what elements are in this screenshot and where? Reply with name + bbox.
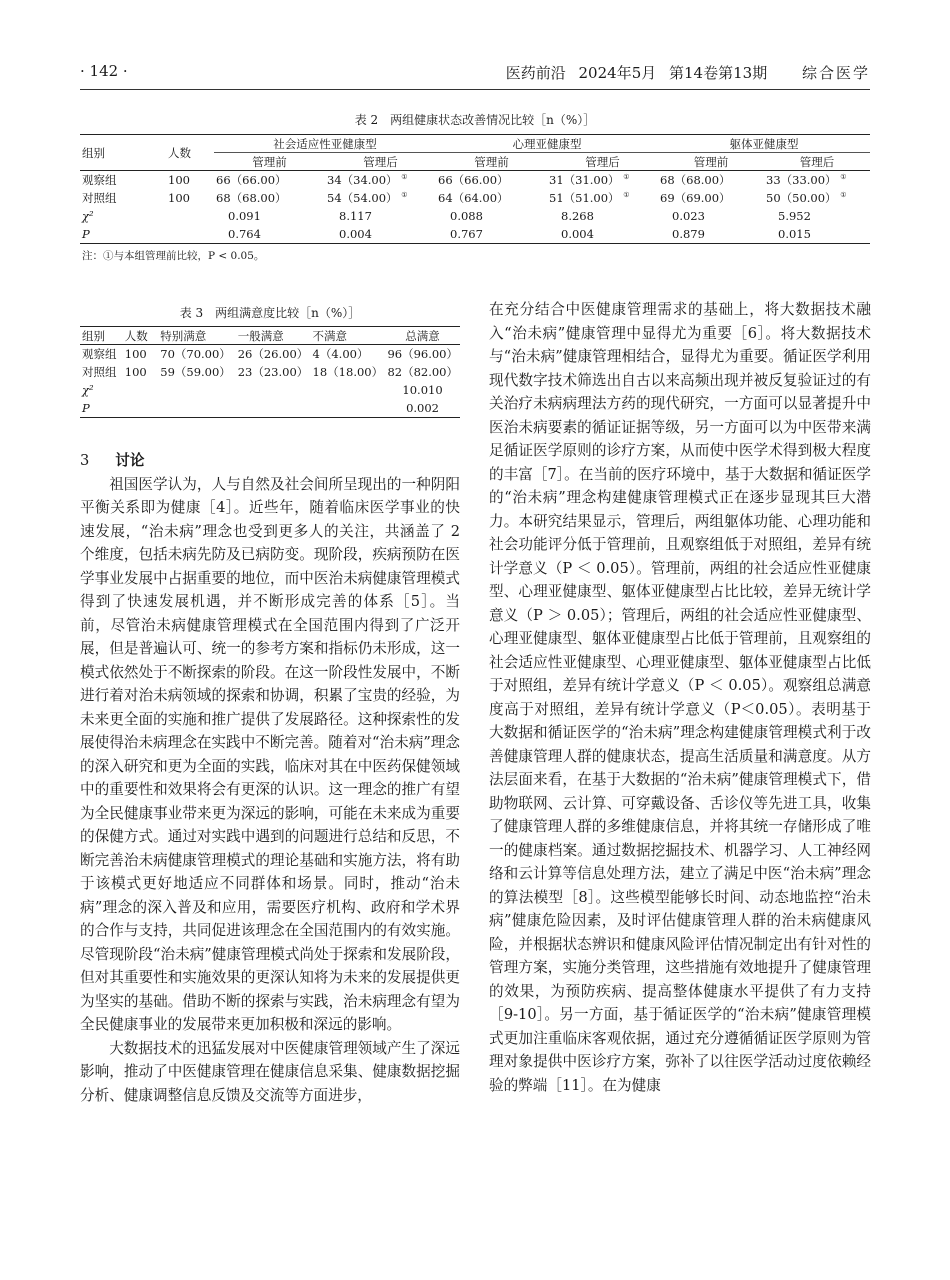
- table-cell: P: [82, 227, 90, 241]
- table-cell: 观察组: [82, 347, 117, 361]
- table-cell: [158, 399, 235, 418]
- paragraph: 祖国医学认为，人与自然及社会间所呈现出的一种阴阳平衡关系即为健康［4］。近些年，随着临床医学事业的快速发展，“治未病”理念也受到更多人的关注，共涵盖了 2 个维度，包括未病先防及已病防变。现阶段，疾病预防在医学事业发展中占据重要的地位，而中医治未病健康管理模式得到了快速发展机遇，并不断形成完善的体系［5］。当前，尽管治未病健康管理模式在全国范围内得到了广泛开展，但是普遍认可、统一的参考方案和指标仍未形成，这一模式依然处于不断探索的阶段。在这一阶段性发展中，不断进行着对治未病领域的探索和协调，积累了宝贵的经验，为未来更全面的实施和推广提供了发展路径。这种探索性的发展使得治未病理念在实践中不断完善。随着对“治未病”理念的深入研究和更为全面的实践，临床对其在中医药保健领域中的重要性和效果将会有更深的认识。这一理念的推广有望为全民健康事业带来更为深远的影响，可能在未来成为重要的保健方式。通过对实践中遇到的问题进行总结和反思，不断完善治未病健康管理模式的理论基础和实施方法，将有助于该模式更好地适应不同群体和场景。同时，推动“治未病”理念的深入普及和应用，需要医疗机构、政府和学术界的合作与支持，共同促进该理念在全国范围内的有效实施。尽管现阶段“治未病”健康管理模式尚处于探索和发展阶段，但对其重要性和实施效果的更深认知将为未来的发展提供更为坚实的基础。借助不断的探索与实践，治未病理念有望为全民健康事业的发展带来更加积极和深远的影响。: [80, 475, 460, 1033]
- table-3-grid: [80, 326, 460, 418]
- paragraph: 大数据技术的迅猛发展对中医健康管理领域产生了深远影响，推动了中医健康管理在健康信息采集、健康数据挖掘分析、健康调整信息反馈及交流等方面进步，: [80, 1039, 460, 1104]
- section-title: 讨论: [115, 452, 145, 469]
- table-cell: 66（66.00）: [438, 173, 509, 187]
- table-cell: 0.004: [561, 227, 594, 241]
- table-cell: 54（54.00） ①: [327, 191, 408, 205]
- table-cell: 观察组: [82, 173, 117, 187]
- table-cell: 96（96.00）: [387, 347, 458, 361]
- table-2-grid: [80, 134, 870, 244]
- t2-sub-after: 管理后: [799, 154, 835, 169]
- t2-header-psych: 心理亚健康型: [436, 135, 658, 153]
- table-cell: 4（4.00）: [312, 347, 369, 361]
- page-number: · 142 ·: [80, 62, 128, 80]
- table-cell: χ²: [82, 383, 94, 397]
- table-cell: 82（82.00）: [387, 365, 458, 379]
- table-cell: 69（69.00）: [660, 191, 731, 205]
- table-cell: P: [82, 401, 90, 415]
- table-cell: 70（70.00）: [160, 347, 231, 361]
- t3-header: 特别满意: [160, 328, 207, 343]
- table-cell: 0.004: [339, 227, 372, 241]
- table-row: [80, 225, 870, 244]
- table-cell: 100: [124, 365, 147, 379]
- t2-sub-after: 管理后: [363, 154, 398, 169]
- t2-sub-before: 管理前: [252, 154, 287, 169]
- table-cell: 5.952: [778, 209, 811, 223]
- table-cell: 34（34.00） ①: [327, 173, 408, 187]
- table-row: [80, 345, 460, 364]
- header-rule: [80, 89, 870, 90]
- left-column: [80, 449, 460, 1107]
- t2-sub-before: 管理前: [474, 154, 509, 169]
- t3-header: 总满意: [405, 328, 440, 343]
- table-row: [80, 363, 460, 381]
- table-cell: [166, 225, 214, 244]
- table-cell: [236, 399, 311, 418]
- t2-header-social: 社会适应性亚健康型: [214, 135, 436, 153]
- table-3: [80, 304, 460, 418]
- table-2-caption: 表 2 两组健康状态改善情况比较［n（%）］: [354, 113, 596, 127]
- table-cell: 50（50.00） ①: [766, 191, 847, 205]
- table-cell: [123, 399, 159, 418]
- table-row: [80, 207, 870, 225]
- t3-header: 不满意: [312, 328, 348, 343]
- table-cell: 66（66.00）: [216, 173, 287, 187]
- table-cell: 100: [168, 173, 190, 187]
- t2-header-body: 躯体亚健康型: [658, 135, 870, 153]
- table-3-caption: 表 3 两组满意度比较［n（%）］: [179, 306, 361, 320]
- table-cell: 0.091: [228, 209, 261, 223]
- table-cell: 33（33.00） ①: [766, 173, 847, 187]
- paragraph: 在充分结合中医健康管理需求的基础上，将大数据技术融入“治未病”健康管理中显得尤为重要［6］。将大数据技术与“治未病”健康管理相结合，显得尤为重要。循证医学利用现代数字技术筛选出自古以来高频出现并被反复验证过的有关治疗未病病理法方药的现代研究，一方面可以显著提升中医治未病要素的循证证据等级，另一方面可以为中医带来满足循证医学原则的诊疗方案，从而使中医学术得到极大程度的丰富［7］。在当前的医疗环境中，基于大数据和循证医学的“治未病”理念构建健康管理模式正在逐步显现其巨大潜力。本研究结果显示，管理后，两组躯体功能、心理功能和社会功能评分低于管理前，且观察组低于对照组，差异有统计学意义（P ＜ 0.05）。管理前，两组的社会适应性亚健康型、心理亚健康型、躯体亚健康型占比比较，差异无统计学意义（P ＞ 0.05）；管理后，两组的社会适应性亚健康型、心理亚健康型、躯体亚健康型占比低于管理前，且观察组的社会适应性亚健康型、心理亚健康型、躯体亚健康型占比低于对照组，差异有统计学意义（P ＜ 0.05）。观察组总满意度高于对照组，差异有统计学意义（P＜0.05）。表明基于大数据和循证医学的“治未病”理念构建健康管理模式利于改善健康管理人群的健康状态，提高生活质量和满意度。从方法层面来看，在基于大数据的“治未病”健康管理模式下，借助物联网、云计算、可穿戴设备、舌诊仪等先进工具，收集了健康管理人群的多维健康信息，并将其统一存储形成了唯一的健康档案。通过数据挖掘技术、机器学习、人工神经网络和云计算等信息处理方法，建立了满足中医“治未病”理念的算法模型［8］。这些模型能够长时间、动态地监控“治未病”健康危险因素，及时评估健康管理人群的治未病健康风险，并根据状态辨识和健康风险评估情况制定出有针对性的管理方案，实施分类管理，这些措施有效地提升了健康管理的效果，为预防疾病、提高整体健康水平提供了有力支持［9-10］。另一方面，基于循证医学的“治未病”健康管理模式更加注重临床客观依据，通过充分遵循循证医学原则为管理对象提供中医诊疗方案，弥补了以往医学活动过度依赖经验的弊端［11］。在为健康: [489, 301, 871, 1094]
- table-row: [80, 399, 460, 418]
- table-cell: 59（59.00）: [160, 365, 231, 379]
- table-cell: [123, 381, 159, 399]
- t3-header: 人数: [124, 328, 148, 343]
- table-cell: 10.010: [402, 383, 443, 397]
- table-cell: 0.088: [450, 209, 483, 223]
- table-cell: 8.268: [561, 209, 594, 223]
- right-column: [489, 298, 871, 1097]
- category: 综合医学: [801, 64, 870, 82]
- table-cell: 0.879: [672, 227, 705, 241]
- table-cell: 8.117: [339, 209, 372, 223]
- table-cell: [311, 381, 386, 399]
- table-cell: 23（23.00）: [237, 365, 309, 379]
- section-number: 3: [80, 452, 90, 469]
- table-cell: 0.002: [406, 401, 440, 415]
- table-cell: 64（64.00）: [438, 191, 509, 205]
- table-cell: 0.015: [778, 227, 811, 241]
- table-cell: 26（26.00）: [237, 347, 309, 361]
- t3-header: 一般满意: [237, 328, 284, 343]
- table-cell: 68（68.00）: [216, 191, 287, 205]
- table-row: [80, 189, 870, 207]
- t2-sub-after: 管理后: [585, 154, 620, 169]
- page-header: [80, 62, 870, 86]
- table-cell: 0.767: [450, 227, 483, 241]
- table-cell: χ²: [82, 209, 94, 223]
- table-2: [80, 111, 870, 263]
- journal-info: [498, 62, 870, 83]
- table-cell: 68（68.00）: [660, 173, 731, 187]
- t3-header: 组别: [82, 328, 105, 343]
- table-cell: 31（31.00） ①: [549, 173, 630, 187]
- table-cell: 18（18.00）: [312, 365, 384, 379]
- table-cell: 51（51.00） ①: [549, 191, 630, 205]
- table-row: [80, 381, 460, 399]
- table-cell: [166, 207, 214, 225]
- table-cell: [158, 381, 235, 399]
- section-heading: [80, 449, 460, 473]
- volume-issue: 第14卷第13期: [669, 64, 768, 82]
- table-cell: [236, 381, 311, 399]
- t2-sub-before: 管理前: [693, 154, 729, 169]
- table-cell: [311, 399, 386, 418]
- t2-header-n: 人数: [166, 135, 214, 171]
- journal-name: 医药前沿: [505, 64, 566, 82]
- t2-header-group: 组别: [80, 135, 166, 171]
- table-cell: 100: [168, 191, 190, 205]
- table-cell: 0.764: [228, 227, 261, 241]
- table-row: [80, 171, 870, 190]
- table-2-note: 注：①与本组管理前比较，P < 0.05。: [82, 250, 265, 262]
- table-cell: 对照组: [82, 365, 117, 379]
- issue-date: 2024年5月: [578, 64, 657, 82]
- table-cell: 100: [124, 347, 147, 361]
- table-cell: 对照组: [82, 191, 117, 205]
- table-cell: 0.023: [672, 209, 705, 223]
